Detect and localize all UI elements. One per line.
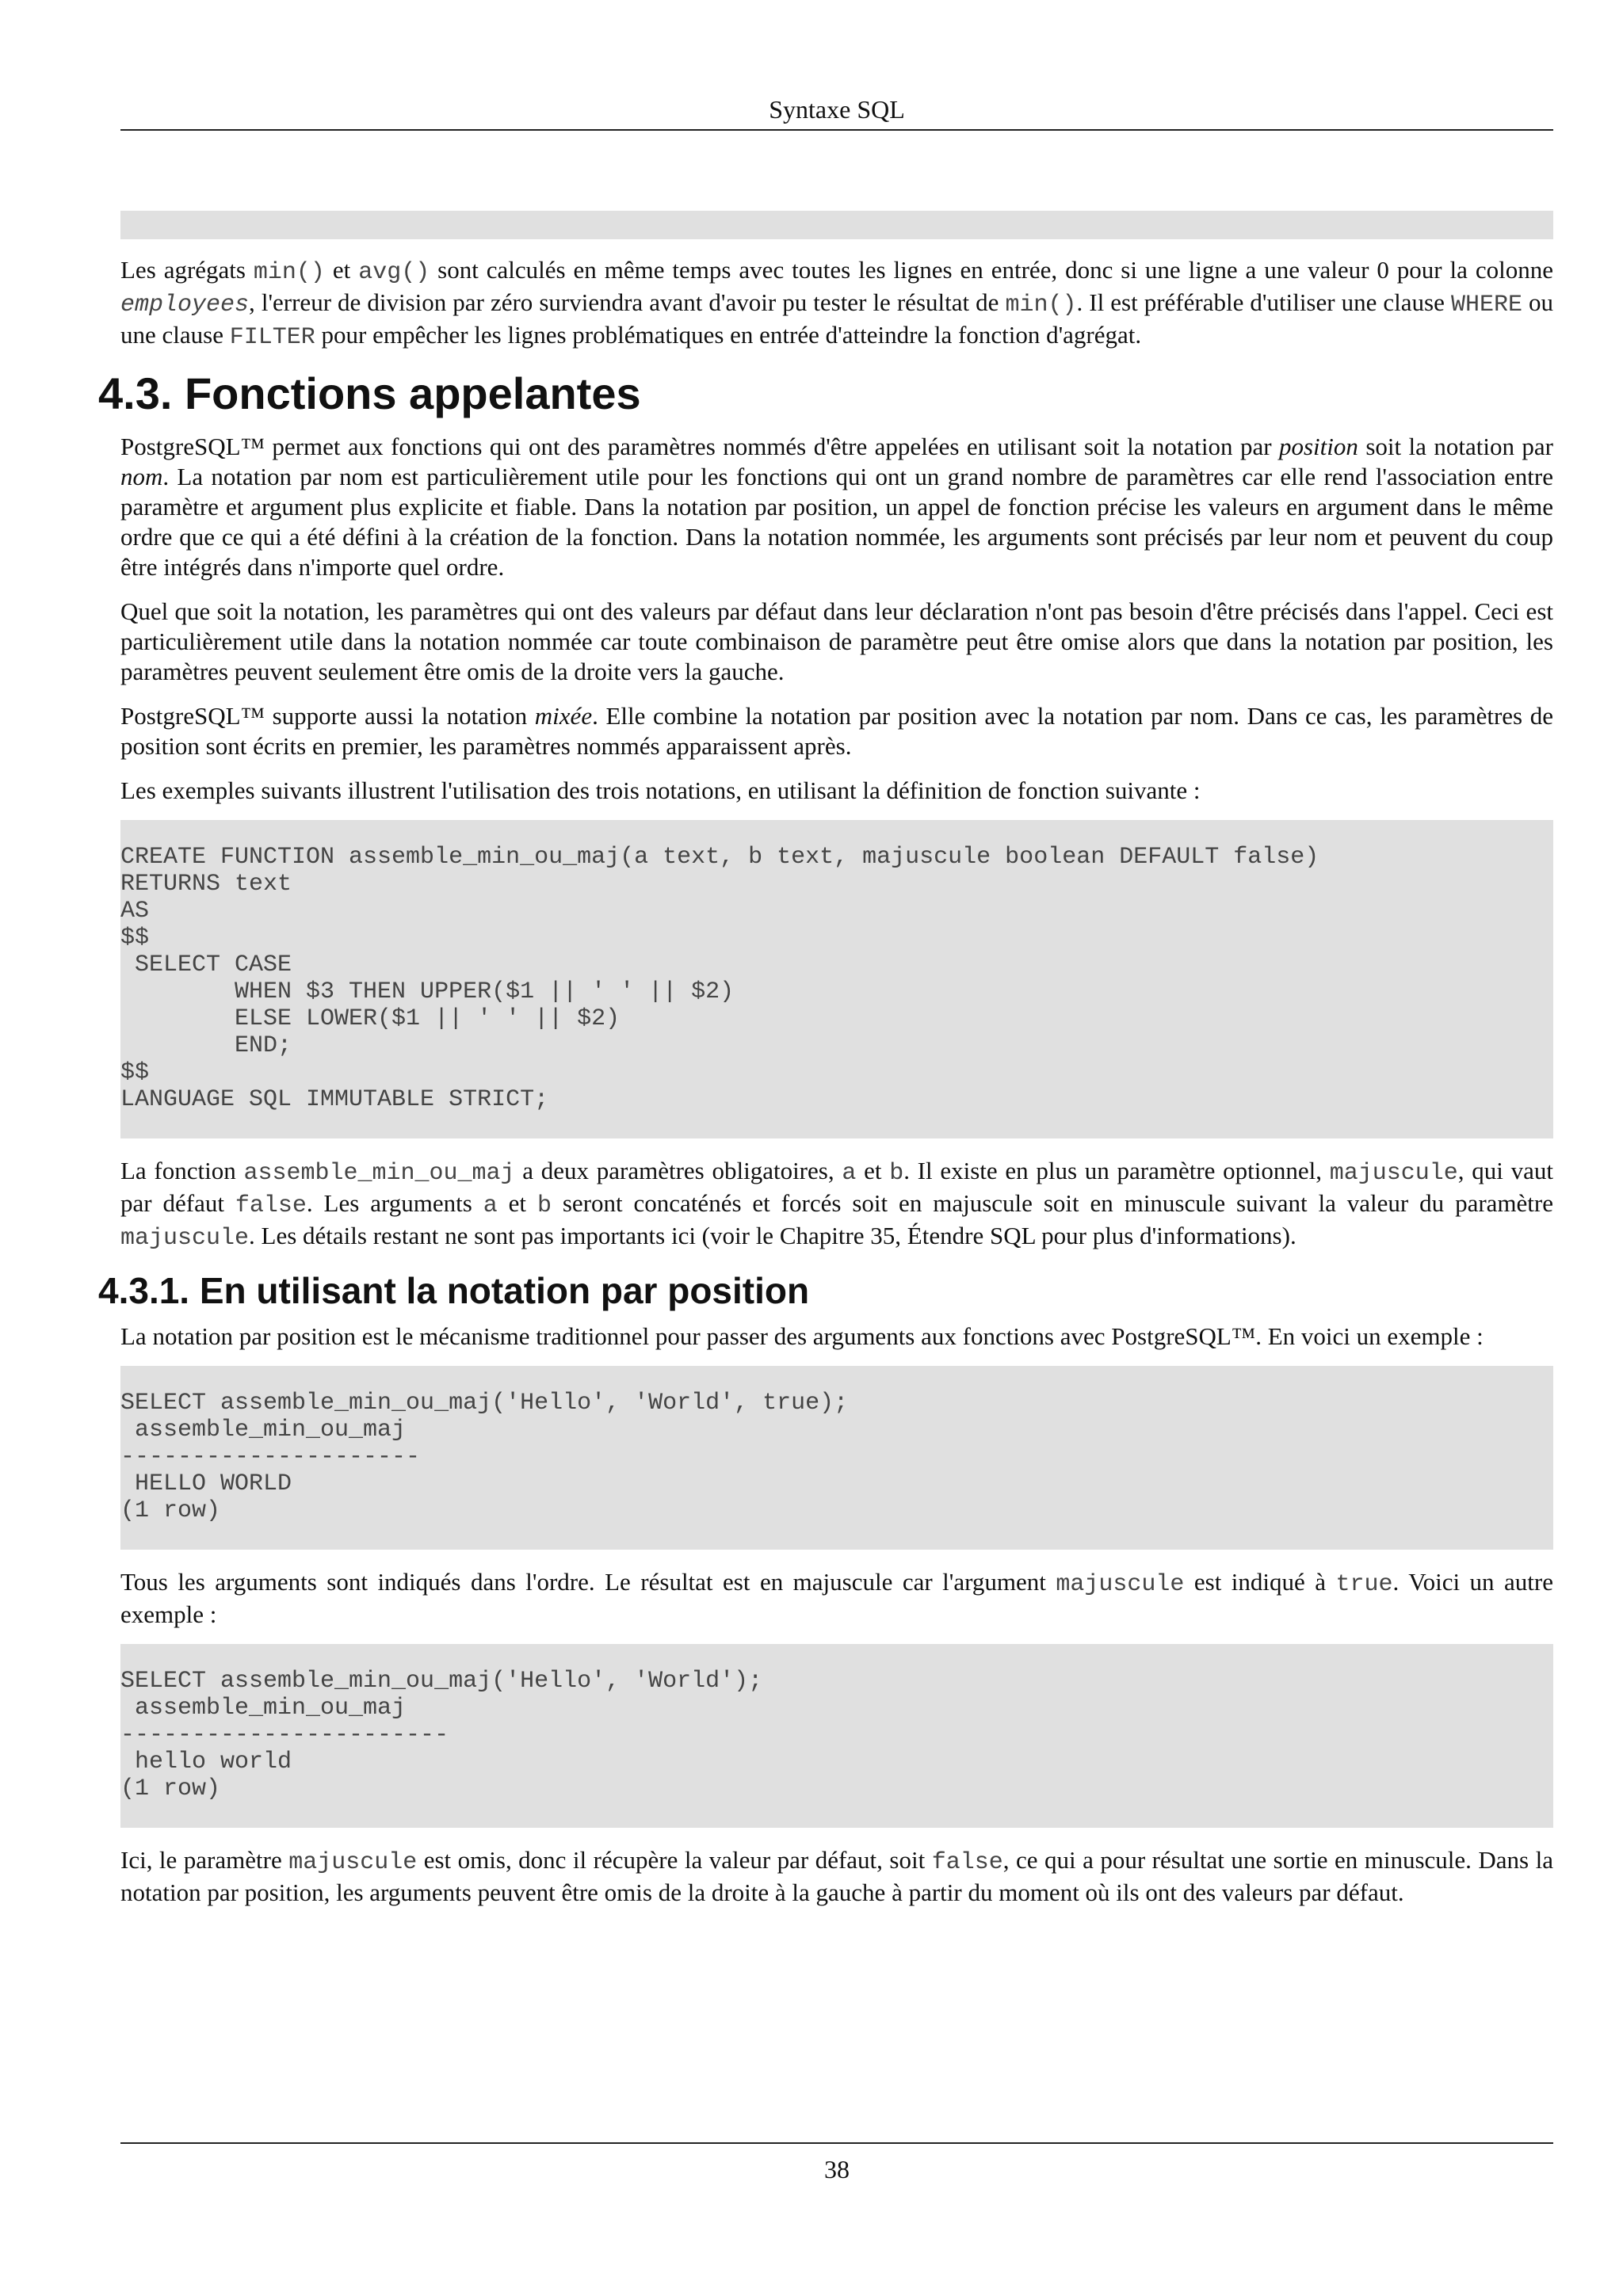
page-header-title: Syntaxe SQL (769, 95, 905, 124)
text: . Les détails restant ne sont pas importants ici (voir le Chapitre 35, Étendre SQL pour plus d'informations). (249, 1222, 1296, 1249)
inline-code: min() (1005, 292, 1077, 318)
text: Tous les arguments sont indiqués dans l'ordre. Le résultat est en majuscule car l'argument (120, 1568, 1056, 1596)
text: . Il existe en plus un paramètre optionnel, (903, 1157, 1330, 1184)
inline-code: b (889, 1160, 904, 1187)
text: , qui vaut par défaut (120, 1157, 1553, 1217)
text: . La notation par nom est particulièrement utile pour les fonctions qui ont un grand nombre de paramètres car elle rend l'association entre paramètre et argument plus explicite et fiable. Dans la notation par position, un appel de fonction précise les valeurs en argument dans le même ordre que ce qui a été défini à la création de la fonction. Dans la notation nommée, les arguments sont précisés par leur nom et peuvent du coup être intégrés dans n'importe quel ordre. (120, 463, 1553, 581)
text: , ce qui a pour résultat une sortie en minuscule. Dans la notation par position, les arguments peuvent être omis de la droite à la gauche à partir du moment où ils ont des valeurs par défaut. (120, 1846, 1553, 1906)
text: PostgreSQL™ supporte aussi la notation (120, 702, 535, 730)
inline-code: b (537, 1192, 552, 1219)
section-4-3-1-paragraph-1: La notation par position est le mécanisme traditionnel pour passer des arguments aux fonctions avec PostgreSQL™. En voici un exemple : (120, 1322, 1484, 1350)
code-block-example-2: SELECT assemble_min_ou_maj('Hello', 'World'); assemble_min_ou_maj ----------------------- hello world (1 row) (120, 1644, 1553, 1828)
inline-code: false (235, 1192, 307, 1219)
inline-code: FILTER (229, 324, 315, 351)
text: Ici, le paramètre (120, 1846, 289, 1874)
inline-code: majuscule (1056, 1571, 1185, 1598)
text: , l'erreur de division par zéro surviendra avant d'avoir pu tester le résultat de (249, 288, 1006, 316)
text: et (497, 1189, 537, 1217)
text: . Elle combine la notation par position avec la notation par nom. Dans ce cas, les paramètres de position sont écrits en premier, les paramètres nommés apparaissent après. (120, 702, 1553, 760)
section-4-3-paragraph-3 (120, 701, 1553, 761)
inline-code: assemble_min_ou_maj (243, 1160, 515, 1187)
code-block-example-1: SELECT assemble_min_ou_maj('Hello', 'World', true); assemble_min_ou_maj --------------------- HELLO WORLD (1 row) (120, 1366, 1553, 1550)
text: seront concaténés et forcés soit en majuscule soit en minuscule suivant la valeur du paramètre (551, 1189, 1553, 1217)
code-block-function-definition: CREATE FUNCTION assemble_min_ou_maj(a text, b text, majuscule boolean DEFAULT false) RETURNS text AS $$ SELECT CASE WHEN $3 THEN UPPER($1 || ' ' || $2) ELSE LOWER($1 || ' ' || $2) END; $$ LANGUAGE SQL IMMUTABLE STRICT; (120, 820, 1553, 1138)
inline-code: employees (120, 292, 250, 318)
text: et (856, 1157, 890, 1184)
text: La fonction (120, 1157, 244, 1184)
section-heading-4-3: 4.3. Fonctions appelantes (98, 368, 641, 418)
section-4-3-1-paragraph-2 (120, 1567, 1553, 1630)
text: est indiqué à (1184, 1568, 1336, 1596)
inline-code: majuscule (120, 1225, 250, 1252)
text: PostgreSQL™ permet aux fonctions qui ont des paramètres nommés d'être appelées en utilisant soit la notation par (120, 433, 1279, 460)
inline-code: false (931, 1849, 1003, 1876)
text: . Voici un autre exemple : (120, 1568, 1553, 1628)
emphasis: position (1278, 433, 1358, 460)
inline-code: majuscule (1329, 1160, 1458, 1187)
section-4-3-paragraph-2: Quel que soit la notation, les paramètres qui ont des valeurs par défaut dans leur déclaration n'ont pas besoin d'être précisés dans l'appel. Ceci est particulièrement utile dans la notation nommée car toute combinaison de paramètre peut être omise alors que dans la notation par position, les paramètres peuvent seulement être omis de la droite vers la gauche. (120, 597, 1553, 685)
emphasis: mixée (534, 702, 593, 730)
section-4-3-paragraph-4: Les exemples suivants illustrent l'utilisation des trois notations, en utilisant la définition de fonction suivante : (120, 776, 1201, 804)
section-4-3-paragraph-5 (120, 1156, 1553, 1253)
text: . Les arguments (306, 1189, 483, 1217)
section-heading-4-3-1: 4.3.1. En utilisant la notation par position (98, 1270, 810, 1311)
text: ou une clause (120, 288, 1553, 349)
page-content (98, 211, 1553, 1922)
text: pour empêcher les lignes problématiques en entrée d'atteindre la fonction d'agrégat. (315, 321, 1142, 349)
inline-code: majuscule (288, 1849, 418, 1876)
inline-code: a (842, 1160, 857, 1187)
inline-code: avg() (358, 259, 430, 286)
text: Les agrégats (120, 256, 254, 284)
inline-code: WHERE (1450, 292, 1522, 318)
header-rule (120, 129, 1553, 131)
text: a deux paramètres obligatoires, (514, 1157, 842, 1184)
code-block-tail (120, 211, 1553, 239)
section-4-3-paragraph-1 (120, 432, 1553, 582)
inline-code: a (483, 1192, 498, 1219)
page-number: 38 (824, 2155, 850, 2183)
footer-rule (120, 2142, 1553, 2144)
emphasis: nom (120, 463, 163, 490)
text: sont calculés en même temps avec toutes les lignes en entrée, donc si une ligne a une valeur 0 pour la colonne (430, 256, 1553, 284)
text: est omis, donc il récupère la valeur par défaut, soit (417, 1846, 932, 1874)
intro-paragraph (120, 255, 1553, 353)
text: soit la notation par (1358, 433, 1553, 460)
section-4-3-1-paragraph-3 (120, 1845, 1553, 1908)
inline-code: true (1335, 1571, 1393, 1598)
inline-code: min() (253, 259, 325, 286)
text: et (324, 256, 359, 284)
text: . Il est préférable d'utiliser une clause (1076, 288, 1451, 316)
